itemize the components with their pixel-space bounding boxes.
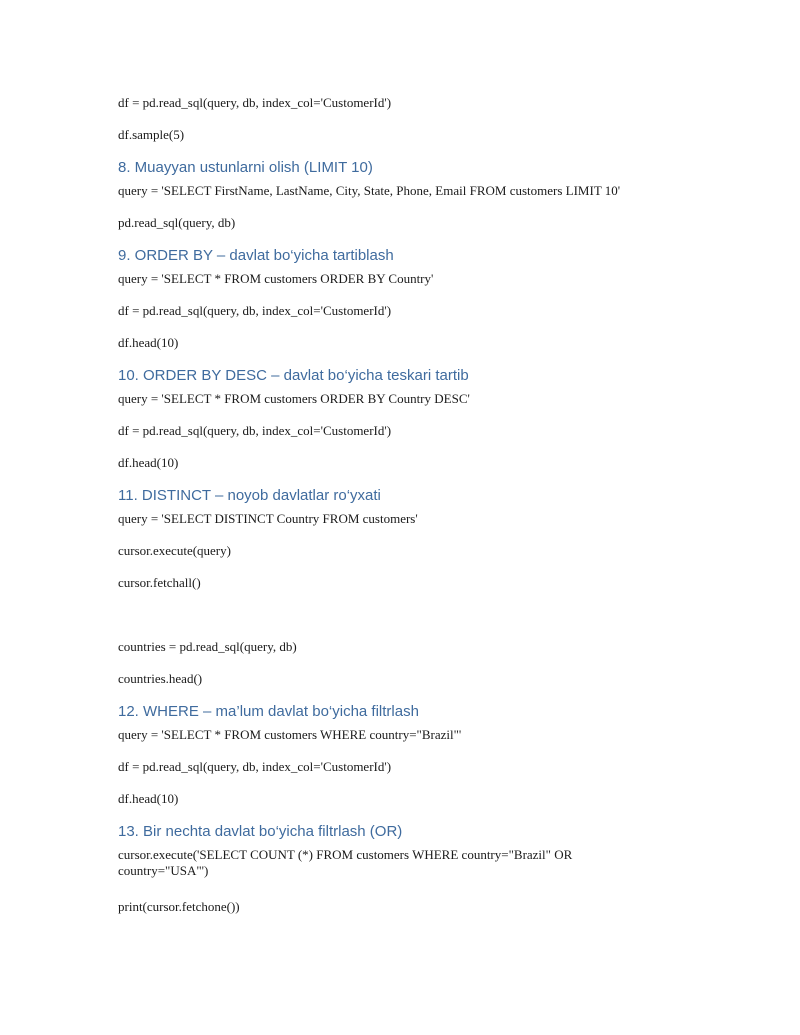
code-line: cursor.execute(query) [118,543,231,558]
code-line: df = pd.read_sql(query, db, index_col='CustomerId') [118,423,392,438]
code-line: cursor.execute('SELECT COUNT (*) FROM customers WHERE country="Brazil" OR country="USA"') [118,847,573,878]
code-line: df.head(10) [118,455,179,470]
code-line: query = 'SELECT DISTINCT Country FROM customers' [118,511,418,526]
code-line: query = 'SELECT * FROM customers WHERE country="Brazil"' [118,727,462,742]
code-line: query = 'SELECT * FROM customers ORDER BY Country' [118,271,434,286]
section-heading: 13. Bir nechta davlat bo‘yicha filtrlash (OR) [118,823,403,840]
section-heading: 10. ORDER BY DESC – davlat bo‘yicha teskari tartib [118,367,469,384]
code-line: df.head(10) [118,335,179,350]
code-line: countries = pd.read_sql(query, db) [118,639,297,654]
code-line: cursor.fetchall() [118,575,201,590]
section-heading: 11. DISTINCT – noyob davlatlar ro‘yxati [118,487,381,504]
code-line: countries.head() [118,671,203,686]
section-heading: 12. WHERE – ma’lum davlat bo‘yicha filtrlash [118,703,419,720]
section-heading: 8. Muayyan ustunlarni olish (LIMIT 10) [118,159,373,176]
code-line: print(cursor.fetchone()) [118,899,240,914]
section-heading: 9. ORDER BY – davlat bo‘yicha tartiblash [118,247,394,264]
code-line: query = 'SELECT * FROM customers ORDER BY Country DESC' [118,391,470,406]
code-line: df = pd.read_sql(query, db, index_col='CustomerId') [118,759,392,774]
code-line: query = 'SELECT FirstName, LastName, City, State, Phone, Email FROM customers LIMIT 10' [118,183,621,198]
code-line: df = pd.read_sql(query, db, index_col='CustomerId') [118,303,392,318]
code-line: df = pd.read_sql(query, db, index_col='CustomerId') [118,95,392,110]
code-line: pd.read_sql(query, db) [118,215,236,230]
code-line: df.sample(5) [118,127,185,142]
code-line: df.head(10) [118,791,179,806]
